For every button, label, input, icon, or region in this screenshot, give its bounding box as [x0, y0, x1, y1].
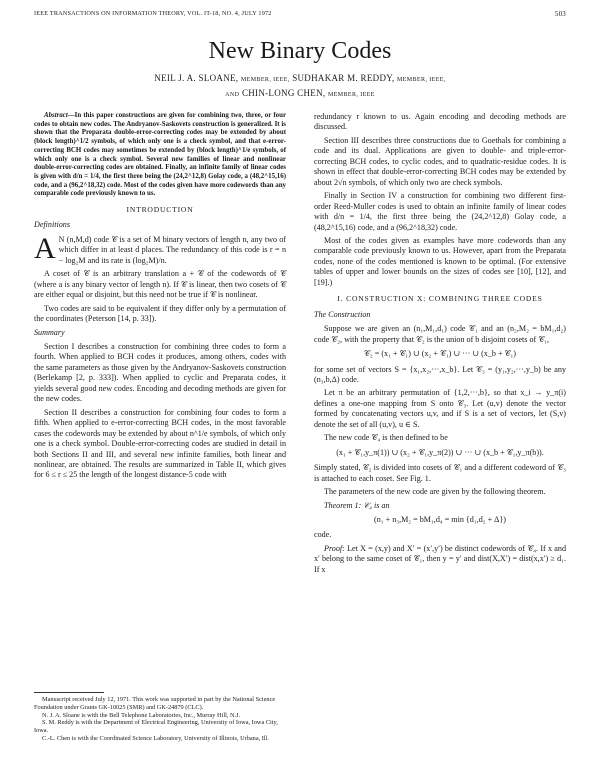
subheading-the-construction: The Construction: [314, 309, 371, 319]
section-heading-construction-x: I. CONSTRUCTION X: COMBINING THREE CODES: [337, 294, 543, 304]
summary-paragraph-1: Section I describes a construction for combining three codes to form a fourth. When applied to BCH codes it produces, among others, codes with the same parameters as those given by the Andryanov-Saskovets construction (Berlekamp [2, p. 333]). When applied to cyclic and Preparata codes, it yields several good new codes. Encoding and decoding methods are given for the new codes.: [34, 342, 286, 404]
abstract-text: —In this paper constructions are given for combining two, three, or four codes to obtain new codes. The Andryanov-Saskovets construction is generalized. It is shown that the Preparata double-error-correcting codes may be extended by about (block length)^1/2 symbols, of which only one is a check symbol, and that e-error-correcting BCH codes may sometimes be extended by (block length)^1/e symbols, of which only one is a check symbol. Several new families of linear and nonlinear double-error-correcting codes are obtained. Finally, an infinite family of linear codes is given with d/n = 1/4, the first three being the (24,2^12,8) Golay code, a (48,2^15,16) code, and a (96,2^18,32) code. Most of the codes given have more codewords than any comparable code previously known to us.: [34, 112, 286, 198]
parameters-paragraph: The parameters of the new code are given by the following theorem.: [324, 487, 546, 497]
footnote-author-2: S. M. Reddy is with the Department of Electrical Engineering, University of Iowa, Iowa City, Iowa.: [34, 719, 278, 735]
abstract-lead: Abstract: [44, 112, 68, 119]
construction-paragraph: Suppose we are given an (n₁,M₁,d₁) code 𝒞₁ and an (n₂,M₂ = bM₁,d₂) code 𝒞₂, with the property that 𝒞₂ is the union of b disjoint cosets of 𝒞₁,: [314, 324, 566, 344]
equivalence-paragraph: Two codes are said to be equivalent if they differ only by a permutation of the coordinates (Peterson [14, p. 33]).: [34, 303, 286, 324]
coset-paragraph: A coset of 𝒞 is an arbitrary translation a + 𝒞 of the codewords of 𝒞 (where a is any binary vector of length n). If 𝒞 is linear, then two cosets of 𝒞 are either equal or disjoint, but this need not be true if 𝒞 is nonlinear.: [34, 269, 286, 300]
section-iv-paragraph: Finally in Section IV a construction for combining two different first-order Reed-Muller codes is used to obtain an infinite family of linear codes with d/n = 1/4, the first three being the (24,2^12,8) Golay code, a (48,2^15,16) code, and a (96,2^18,32) code.: [314, 191, 566, 232]
simply-stated-paragraph: Simply stated, 𝒞₂ is divided into cosets of 𝒞₁ and a different codeword of 𝒞₃ is attached to each coset. See Fig. 1.: [314, 463, 566, 483]
footnote-author-3: C.-L. Chen is with the Coordinated Science Laboratory, University of Illinois, Urbana, Ill.: [42, 734, 269, 742]
drop-cap: A: [34, 231, 56, 265]
equation-2: (x₁ + 𝒞₁,y_π(1)) ∪ (x₂ + 𝒞₁,y_π(2)) ∪ ··· ∪ (x_b + 𝒞₁,y_π(b)).: [336, 447, 544, 457]
author-name: CHIN-LONG CHEN,: [241, 88, 326, 98]
continued-paragraph: redundancy r known to us. Again encoding and decoding methods are discussed.: [314, 112, 566, 132]
section-iii-paragraph: Section III describes three constructions due to Goethals for combining a code and its dual. Applications are given to double- and triple-error-correcting BCH codes, to cyclic codes, and to quadratic-residue codes. It is shown in effect that double-error-correcting BCH codes may be extended by about 2√n symbols, of which only two are check symbols.: [314, 135, 566, 187]
subheading-definitions: Definitions: [34, 220, 70, 230]
author-affiliation: MEMBER, IEEE: [328, 92, 375, 98]
page-number: 503: [554, 10, 566, 18]
left-column: [34, 112, 286, 484]
proof-label: Proof:: [324, 543, 345, 553]
author-affiliation: MEMBER, IEEE,: [240, 77, 290, 83]
summary-paragraph-2: Section II describes a construction for combining four codes to form a fifth. When applied to e-error-correcting BCH codes, in the most favorable cases the codewords may be extended by about n^1/e symbols, of which only one is a check symbol. Double-error-correcting codes are studied in detail in both Sections II and III, and several new infinite families, both linear and nonlinear, are obtained. The results are summarized in Table II, which gives for 6 ≤ r ≤ 25 the length of the longest distance-5 code with: [34, 407, 286, 480]
new-code-paragraph: The new code 𝒞₄ is then defined to be: [324, 433, 448, 443]
permutation-paragraph: Let π be an arbitrary permutation of {1,2,···,b}, so that x_i → y_π(i) defines a one-one mapping from S onto 𝒞₃. Let (u,v) denote the vector formed by concatenating vectors u,v, and if S is a set of vectors, let (S,v) denote the set of all (u,v), u ∈ S.: [314, 388, 566, 429]
subheading-summary: Summary: [34, 327, 65, 337]
abstract: [34, 112, 286, 199]
right-column: [314, 112, 566, 578]
paper-title: New Binary Codes: [208, 38, 392, 64]
comparison-paragraph: Most of the codes given as examples have more codewords than any comparable code previously known to us. However, apart from the Preparata codes, none of the codes mentioned is known to be optimal. (For extensive tables of upper and lower bounds on the sizes of codes see [10], [12], and [19].): [314, 235, 566, 287]
vectors-paragraph: for some set of vectors S = {x₁,x₂,···,x_b}. Let 𝒞₃ = (y₁,y₂,···,y_b) be any (n₃,b,Δ) code.: [314, 364, 566, 384]
footnotes: [34, 692, 286, 743]
code-word: code.: [314, 530, 332, 540]
equation-1: 𝒞₂ = (x₁ + 𝒞₁) ∪ (x₂ + 𝒞₁) ∪ ··· ∪ (x_b + 𝒞₁): [364, 349, 516, 359]
theorem-label: Theorem 1: 𝒞₄ is an: [324, 500, 390, 510]
section-heading-introduction: INTRODUCTION: [126, 205, 194, 215]
proof-paragraph: Proof: Let X = (x,y) and X′ = (x′,y′) be distinct codewords of 𝒞₄. If x and x′ belong to the same coset of 𝒞₁, then y = y′ and dist(X,X′) = dist(x,x′) ≥ d₁. If x: [314, 543, 566, 574]
footnote-author-1: N. J. A. Sloane is with the Bell Telephone Laboratories, Inc., Murray Hill, N.J.: [42, 711, 241, 719]
equation-3: (n₁ + n₃,M₂ = bM₁,d₄ = min {d₁,d₂ + Δ}): [374, 514, 506, 524]
author-name: NEIL J. A. SLOANE,: [154, 73, 239, 83]
journal-line: IEEE TRANSACTIONS ON INFORMATION THEORY, VOL. IT-18, NO. 4, JULY 1972: [34, 10, 272, 17]
author-affiliation: MEMBER, IEEE,: [397, 77, 446, 83]
author-name: SUDHAKAR M. REDDY,: [292, 73, 395, 83]
definition-paragraph: A N (n,M,d) code 𝒞 is a set of M binary vectors of length n, any two of which differ in at least d places. The redundancy of this code is r = n − log₂M and its rate is (log₂M)/n.: [34, 231, 286, 265]
footnote-rule: [34, 692, 104, 693]
footnote-manuscript: Manuscript received July 12, 1971. This work was supported in part by the National Science Foundation under Grants GK-10025 (SMR) and GK-24879 (CLC).: [34, 696, 276, 711]
author-block: [40, 72, 560, 102]
author-conjunction: AND: [225, 92, 240, 98]
running-header: [34, 10, 566, 22]
